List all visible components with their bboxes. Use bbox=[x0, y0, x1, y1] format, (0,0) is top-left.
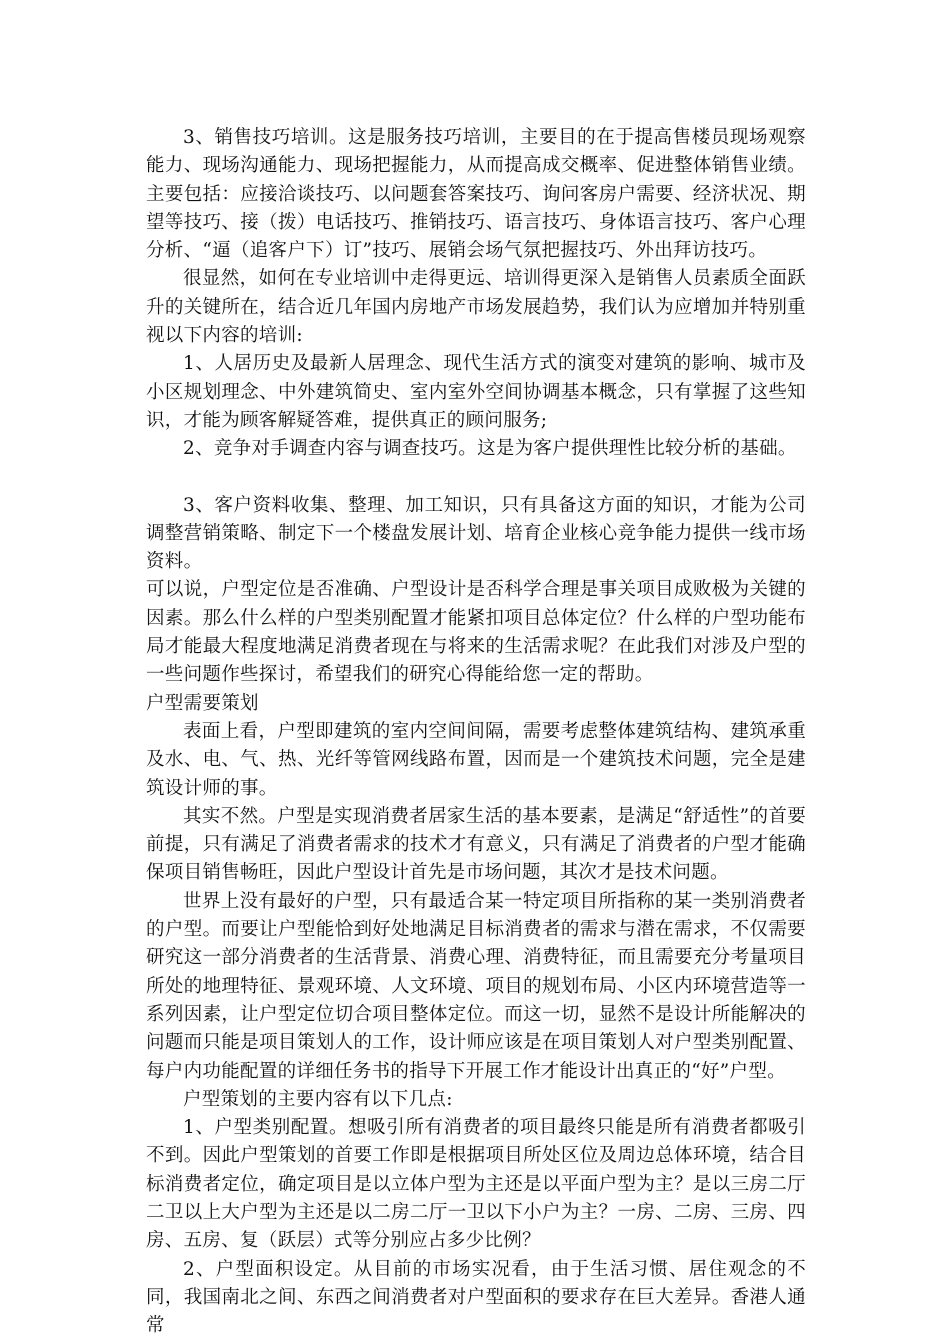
paragraph-item-1-living-history: 1、人居历史及最新人居理念、现代生活方式的演变对建筑的影响、城市及小区规划理念、中外建筑简史、室内室外空间协调基本概念，只有掌握了这些知识，才能为顾客解疑答难，提供真正的顾问服务; bbox=[146, 353, 806, 431]
paragraph-main-points-intro: 户型策划的主要内容有以下几点: bbox=[183, 1088, 453, 1110]
blank-line bbox=[146, 464, 806, 492]
paragraph-item-2-competitor-survey: 2、竞争对手调查内容与调查技巧。这是为客户提供理性比较分析的基础。 bbox=[183, 438, 797, 460]
document-page bbox=[146, 124, 806, 1340]
paragraph-no-best-unit: 世界上没有最好的户型，只有最适合某一特定项目所指称的某一类别消费者的户型。而要让户型能恰到好处地满足目标消费者的需求与潜在需求，不仅需要研究这一部分消费者的生活背景、消费心理、消费特征，而且需要充分考量项目所处的地理特征、景观环境、人文环境、项目的规划布局、小区内环境营造等一系列因素，让户型定位切合项目整体定位。而这一切，显然不是设计所能解决的问题而只能是项目策划人的工作，设计师应该是在项目策划人对户型类别配置、每户内功能配置的详细任务书的指导下开展工作才能设计出真正的“好”户型。 bbox=[146, 890, 806, 1082]
paragraph-surface-view: 表面上看，户型即建筑的室内空间间隔，需要考虑整体建筑结构、建筑承重及水、电、气、热、光纤等管网线路布置，因而是一个建筑技术问题，完全是建筑设计师的事。 bbox=[146, 720, 806, 799]
paragraph-unit-type-config: 1、户型类别配置。想吸引所有消费者的项目最终只能是所有消费者都吸引不到。因此户型策划的首要工作即是根据项目所处区位及周边总体环境，结合目标消费者定位，确定项目是以立体户型为主还是以平面户型为主？是以三房二厅二卫以上大户型为主还是以二房二厅一卫以下小户为主？一房、二房、三房、四房、五房、复（跃层）式等分别应占多少比例？ bbox=[146, 1117, 806, 1252]
paragraph-item-3-customer-data: 3、客户资料收集、整理、加工知识，只有具备这方面的知识，才能为公司调整营销策略、制定下一个楼盘发展计划、培育企业核心竞争能力提供一线市场资料。 bbox=[146, 494, 806, 573]
paragraph-unit-area-setting: 2、户型面积设定。从目前的市场实况看，由于生活习惯、居住观念的不同，我国南北之间、东西之间消费者对户型面积的要求存在巨大差异。香港人通常 bbox=[146, 1258, 806, 1337]
section-heading-unit-planning: 户型需要策划 bbox=[146, 692, 259, 714]
paragraph-sales-skills-training: 3、销售技巧培训。这是服务技巧培训，主要目的在于提高售楼员现场观察能力、现场沟通能力、现场把握能力，从而提高成交概率、促进整体销售业绩。主要包括：应接洽谈技巧、以问题套答案技巧、询问客房户需要、经济状况、期望等技巧、接（拨）电话技巧、推销技巧、语言技巧、身体语言技巧、客户心理分析、“逼（追客户下）订”技巧、展销会场气氛把握技巧、外出拜访技巧。 bbox=[146, 127, 806, 262]
paragraph-not-so: 其实不然。户型是实现消费者居家生活的基本要素，是满足“舒适性”的首要前提，只有满足了消费者需求的技术才有意义，只有满足了消费者的户型才能确保项目销售畅旺，因此户型设计首先是市场问题，其次才是技术问题。 bbox=[146, 805, 806, 884]
paragraph-unit-positioning: 可以说，户型定位是否准确、户型设计是否科学合理是事关项目成败极为关键的因素。那么什么样的户型类别配置才能紧扣项目总体定位？什么样的户型功能布局才能最大程度地满足消费者现在与将来的生活需求呢？在此我们对涉及户型的一些问题作些探讨，希望我们的研究心得能给您一定的帮助。 bbox=[146, 579, 806, 686]
paragraph-professional-training: 很显然，如何在专业培训中走得更远、培训得更深入是销售人员素质全面跃升的关键所在，结合近几年国内房地产市场发展趋势，我们认为应增加并特别重视以下内容的培训: bbox=[146, 268, 806, 347]
